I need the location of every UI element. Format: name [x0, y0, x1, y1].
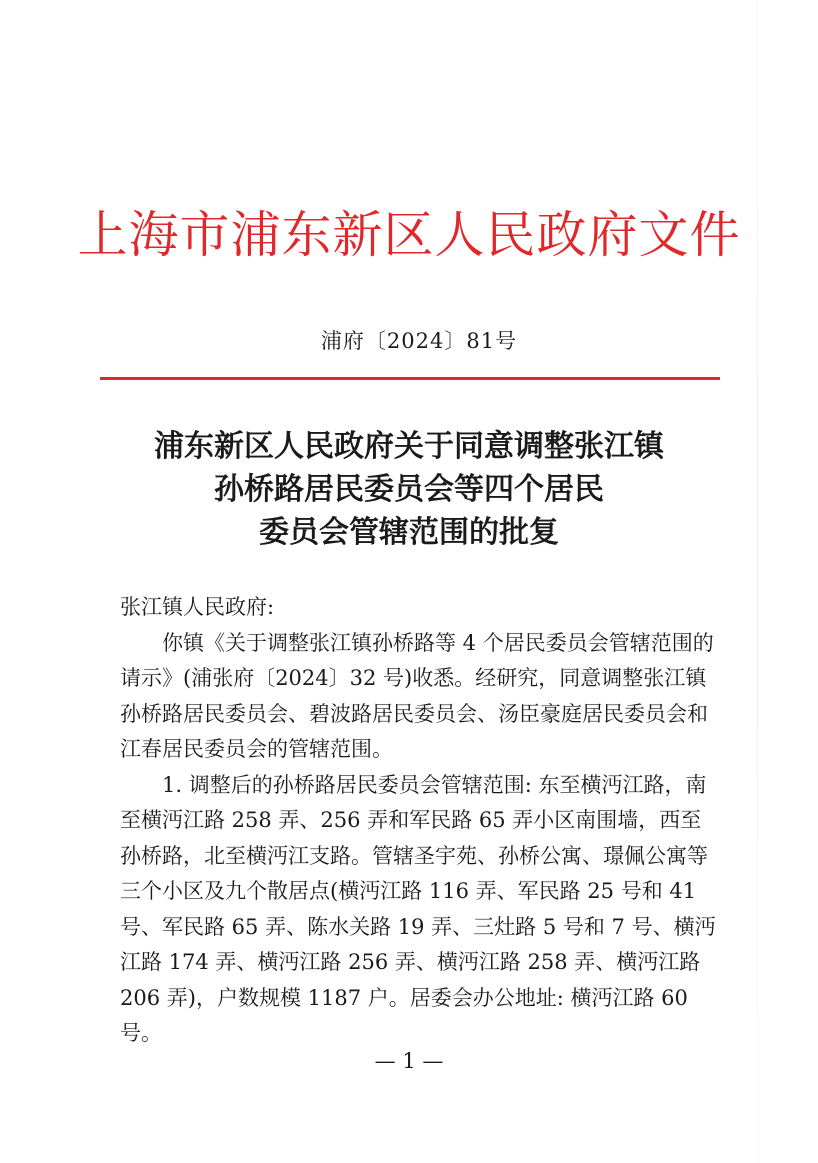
page-edge: [757, 0, 758, 1163]
document-body: [120, 590, 720, 1052]
red-divider-line: [100, 377, 720, 380]
document-title: [0, 425, 818, 554]
document-header-title: 上海市浦东新区人民政府文件: [77, 206, 741, 264]
page-number: — 1 —: [374, 1049, 444, 1073]
document-title-line-2: 孙桥路居民委员会等四个居民: [214, 472, 604, 507]
addressee: 张江镇人民政府:: [120, 595, 275, 619]
document-title-line-1: 浦东新区人民政府关于同意调整张江镇: [154, 429, 664, 464]
body-paragraph-2: 1. 调整后的孙桥路居民委员会管辖范围: 东至横沔江路，南至横沔江路 258 弄、256 弄和军民路 65 弄小区南围墙，西至孙桥路，北至横沔江支路。管辖圣宇苑、孙桥公寓、璟佩公寓等三个小区及九个散居点(横沔江路 116 弄、军民路 25 号和 41 号、军民路 65 弄、陈水关路 19 弄、三灶路 5 号和 7 号、横沔江路 174 弄、横沔江路 256 弄、横沔江路 258 弄、横沔江路 206 弄)，户数规模 1187 户。居委会办公地址: 横沔江路 60 号。: [120, 772, 716, 1045]
document-title-line-3: 委员会管辖范围的批复: [259, 515, 559, 550]
body-paragraph-1: 你镇《关于调整张江镇孙桥路等 4 个居民委员会管辖范围的请示》(浦张府〔2024〕32 号)收悉。经研究，同意调整张江镇孙桥路居民委员会、碧波路居民委员会、汤臣豪庭居民委员会和江春居民委员会的管辖范围。: [120, 630, 714, 761]
document-number: 浦府〔2024〕81号: [320, 329, 518, 353]
